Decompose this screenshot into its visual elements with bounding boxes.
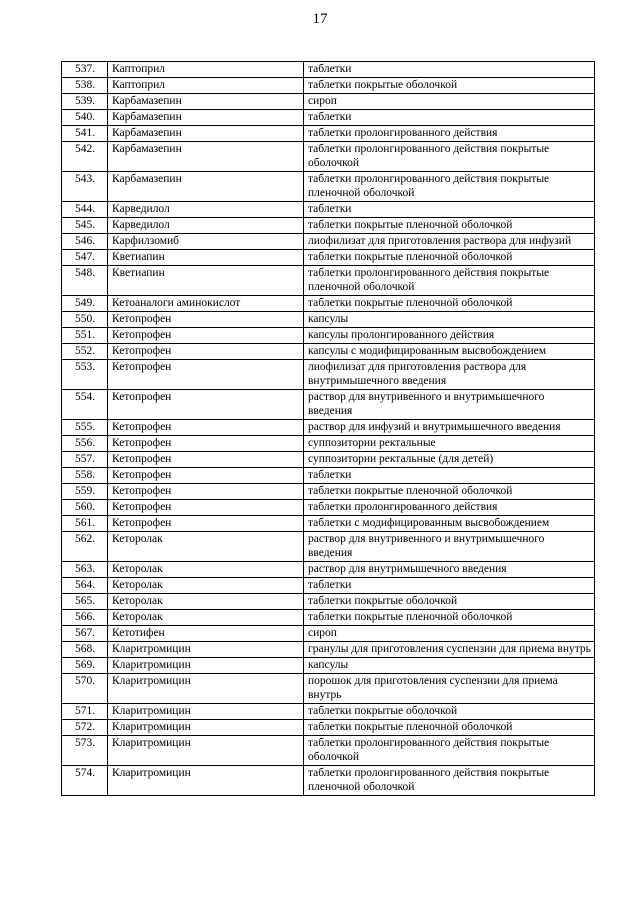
table-row bbox=[62, 78, 595, 94]
drug-name: Кетопрофен bbox=[108, 516, 304, 532]
dosage-form: таблетки пролонгированного действия bbox=[304, 126, 595, 142]
drug-name: Карбамазепин bbox=[108, 110, 304, 126]
drug-name: Кетопрофен bbox=[108, 344, 304, 360]
table-row bbox=[62, 766, 595, 796]
drug-name: Карбамазепин bbox=[108, 94, 304, 110]
drug-name: Кетопрофен bbox=[108, 312, 304, 328]
table-row bbox=[62, 674, 595, 704]
drug-name: Кетопрофен bbox=[108, 436, 304, 452]
table-row bbox=[62, 452, 595, 468]
row-number: 540. bbox=[62, 110, 108, 126]
table-row bbox=[62, 94, 595, 110]
row-number: 558. bbox=[62, 468, 108, 484]
dosage-form: таблетки покрытые пленочной оболочкой bbox=[304, 610, 595, 626]
drug-name: Кетотифен bbox=[108, 626, 304, 642]
table-row bbox=[62, 110, 595, 126]
table-row bbox=[62, 578, 595, 594]
row-number: 547. bbox=[62, 250, 108, 266]
row-number: 541. bbox=[62, 126, 108, 142]
row-number: 546. bbox=[62, 234, 108, 250]
dosage-form: раствор для внутривенного и внутримышечного введения bbox=[304, 532, 595, 562]
table-row bbox=[62, 234, 595, 250]
table-row bbox=[62, 532, 595, 562]
dosage-form: капсулы пролонгированного действия bbox=[304, 328, 595, 344]
row-number: 568. bbox=[62, 642, 108, 658]
dosage-form: таблетки bbox=[304, 468, 595, 484]
dosage-form: таблетки пролонгированного действия покрытые пленочной оболочкой bbox=[304, 766, 595, 796]
drug-name: Кеторолак bbox=[108, 562, 304, 578]
table-row bbox=[62, 390, 595, 420]
drug-name: Кеторолак bbox=[108, 532, 304, 562]
table-row bbox=[62, 328, 595, 344]
page-number: 17 bbox=[312, 11, 328, 27]
dosage-form: таблетки bbox=[304, 578, 595, 594]
row-number: 549. bbox=[62, 296, 108, 312]
row-number: 569. bbox=[62, 658, 108, 674]
row-number: 567. bbox=[62, 626, 108, 642]
dosage-form: гранулы для приготовления суспензии для приема внутрь bbox=[304, 642, 595, 658]
table-row bbox=[62, 704, 595, 720]
row-number: 557. bbox=[62, 452, 108, 468]
row-number: 574. bbox=[62, 766, 108, 796]
dosage-form: таблетки пролонгированного действия bbox=[304, 500, 595, 516]
row-number: 562. bbox=[62, 532, 108, 562]
row-number: 554. bbox=[62, 390, 108, 420]
drug-name: Кетопрофен bbox=[108, 484, 304, 500]
dosage-form: таблетки покрытые пленочной оболочкой bbox=[304, 484, 595, 500]
drug-name: Кетопрофен bbox=[108, 468, 304, 484]
row-number: 570. bbox=[62, 674, 108, 704]
table-row bbox=[62, 484, 595, 500]
drug-name: Кетопрофен bbox=[108, 420, 304, 436]
row-number: 560. bbox=[62, 500, 108, 516]
drug-name: Кеторолак bbox=[108, 578, 304, 594]
table-row bbox=[62, 610, 595, 626]
dosage-form: раствор для внутривенного и внутримышечного введения bbox=[304, 390, 595, 420]
dosage-form: таблетки покрытые оболочкой bbox=[304, 704, 595, 720]
row-number: 539. bbox=[62, 94, 108, 110]
table-row bbox=[62, 296, 595, 312]
table-row bbox=[62, 360, 595, 390]
drug-name: Кетопрофен bbox=[108, 360, 304, 390]
drug-name: Кларитромицин bbox=[108, 658, 304, 674]
table-row bbox=[62, 720, 595, 736]
row-number: 555. bbox=[62, 420, 108, 436]
drug-name: Карведилол bbox=[108, 218, 304, 234]
dosage-form: таблетки пролонгированного действия покрытые оболочкой bbox=[304, 736, 595, 766]
row-number: 573. bbox=[62, 736, 108, 766]
dosage-form: капсулы с модифицированным высвобождением bbox=[304, 344, 595, 360]
drug-name: Кетопрофен bbox=[108, 390, 304, 420]
row-number: 543. bbox=[62, 172, 108, 202]
drug-name: Карведилол bbox=[108, 202, 304, 218]
table-row bbox=[62, 202, 595, 218]
table-row bbox=[62, 344, 595, 360]
dosage-form: таблетки покрытые пленочной оболочкой bbox=[304, 250, 595, 266]
row-number: 561. bbox=[62, 516, 108, 532]
row-number: 548. bbox=[62, 266, 108, 296]
drug-name: Кларитромицин bbox=[108, 642, 304, 658]
dosage-form: лиофилизат для приготовления раствора для инфузий bbox=[304, 234, 595, 250]
drug-table bbox=[61, 61, 595, 796]
table-row bbox=[62, 62, 595, 78]
dosage-form: таблетки покрытые оболочкой bbox=[304, 78, 595, 94]
table-row bbox=[62, 172, 595, 202]
table-row bbox=[62, 420, 595, 436]
row-number: 556. bbox=[62, 436, 108, 452]
dosage-form: таблетки покрытые пленочной оболочкой bbox=[304, 720, 595, 736]
row-number: 572. bbox=[62, 720, 108, 736]
drug-name: Кеторолак bbox=[108, 610, 304, 626]
dosage-form: лиофилизат для приготовления раствора для внутримышечного введения bbox=[304, 360, 595, 390]
row-number: 551. bbox=[62, 328, 108, 344]
dosage-form: суппозитории ректальные (для детей) bbox=[304, 452, 595, 468]
drug-name: Каптоприл bbox=[108, 62, 304, 78]
row-number: 564. bbox=[62, 578, 108, 594]
row-number: 537. bbox=[62, 62, 108, 78]
dosage-form: таблетки с модифицированным высвобождением bbox=[304, 516, 595, 532]
table-body bbox=[62, 62, 595, 796]
row-number: 559. bbox=[62, 484, 108, 500]
dosage-form: таблетки пролонгированного действия покрытые пленочной оболочкой bbox=[304, 172, 595, 202]
row-number: 553. bbox=[62, 360, 108, 390]
table-row bbox=[62, 516, 595, 532]
row-number: 542. bbox=[62, 142, 108, 172]
drug-name: Карбамазепин bbox=[108, 126, 304, 142]
row-number: 552. bbox=[62, 344, 108, 360]
row-number: 538. bbox=[62, 78, 108, 94]
drug-name: Кларитромицин bbox=[108, 674, 304, 704]
dosage-form: таблетки bbox=[304, 202, 595, 218]
row-number: 571. bbox=[62, 704, 108, 720]
table-row bbox=[62, 126, 595, 142]
table-row bbox=[62, 218, 595, 234]
drug-name: Кетопрофен bbox=[108, 452, 304, 468]
dosage-form: таблетки пролонгированного действия покрытые пленочной оболочкой bbox=[304, 266, 595, 296]
row-number: 545. bbox=[62, 218, 108, 234]
drug-name: Карбамазепин bbox=[108, 172, 304, 202]
table-row bbox=[62, 658, 595, 674]
table-row bbox=[62, 594, 595, 610]
drug-name: Кларитромицин bbox=[108, 720, 304, 736]
drug-name: Кларитромицин bbox=[108, 704, 304, 720]
dosage-form: сироп bbox=[304, 94, 595, 110]
table-row bbox=[62, 436, 595, 452]
dosage-form: сироп bbox=[304, 626, 595, 642]
dosage-form: таблетки покрытые пленочной оболочкой bbox=[304, 218, 595, 234]
table-row bbox=[62, 142, 595, 172]
table-row bbox=[62, 626, 595, 642]
table-row bbox=[62, 736, 595, 766]
dosage-form: таблетки пролонгированного действия покрытые оболочкой bbox=[304, 142, 595, 172]
drug-name: Кетопрофен bbox=[108, 328, 304, 344]
drug-name: Кетопрофен bbox=[108, 500, 304, 516]
table-row bbox=[62, 266, 595, 296]
row-number: 565. bbox=[62, 594, 108, 610]
drug-name: Кларитромицин bbox=[108, 736, 304, 766]
dosage-form: таблетки покрытые пленочной оболочкой bbox=[304, 296, 595, 312]
drug-name: Карбамазепин bbox=[108, 142, 304, 172]
row-number: 563. bbox=[62, 562, 108, 578]
dosage-form: капсулы bbox=[304, 312, 595, 328]
row-number: 566. bbox=[62, 610, 108, 626]
drug-name: Карфилзомиб bbox=[108, 234, 304, 250]
table-row bbox=[62, 562, 595, 578]
table-row bbox=[62, 312, 595, 328]
table-row bbox=[62, 468, 595, 484]
dosage-form: суппозитории ректальные bbox=[304, 436, 595, 452]
drug-name: Кветиапин bbox=[108, 250, 304, 266]
table-row bbox=[62, 642, 595, 658]
dosage-form: таблетки bbox=[304, 110, 595, 126]
drug-name: Кларитромицин bbox=[108, 766, 304, 796]
drug-name: Кетоаналоги аминокислот bbox=[108, 296, 304, 312]
drug-name: Кветиапин bbox=[108, 266, 304, 296]
drug-name: Каптоприл bbox=[108, 78, 304, 94]
row-number: 544. bbox=[62, 202, 108, 218]
row-number: 550. bbox=[62, 312, 108, 328]
dosage-form: раствор для внутримышечного введения bbox=[304, 562, 595, 578]
dosage-form: таблетки bbox=[304, 62, 595, 78]
drug-name: Кеторолак bbox=[108, 594, 304, 610]
table-row bbox=[62, 500, 595, 516]
dosage-form: раствор для инфузий и внутримышечного введения bbox=[304, 420, 595, 436]
dosage-form: таблетки покрытые оболочкой bbox=[304, 594, 595, 610]
dosage-form: порошок для приготовления суспензии для приема внутрь bbox=[304, 674, 595, 704]
dosage-form: капсулы bbox=[304, 658, 595, 674]
table-row bbox=[62, 250, 595, 266]
